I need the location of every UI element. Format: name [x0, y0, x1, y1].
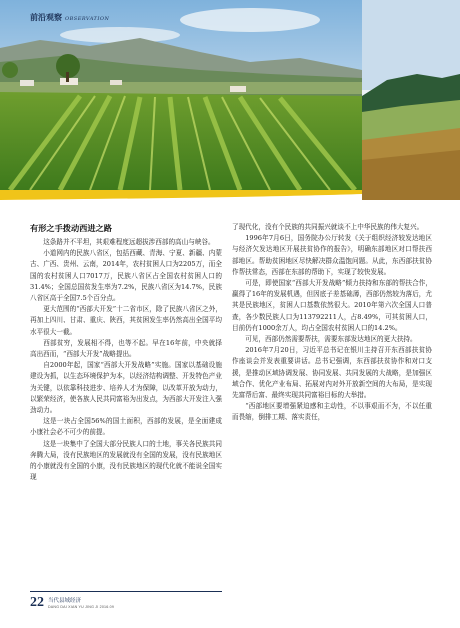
section-title-en: OBSERVATION [65, 16, 110, 22]
paragraph: “西部地区要增强紧迫感和主动性，不以事艰而不为，不以任重而畏缩，倒排工期、落实责任， [232, 402, 432, 422]
section-header [30, 12, 109, 23]
page-number: 22 [30, 595, 44, 610]
paragraph: 更大范围的“西部大开发”十二省市区，除了民族八省区之外，再加上四川、甘肃、重庆、陕西，其贫困发生率仍然高出全国平均水平很大一截。 [30, 305, 222, 336]
paragraph: 自2000年起，国家“西部大开发战略”实施。国家以基础设施建设为抓，以生态环境保护为本，以经济结构调整、开发特色产业为关键，以依靠科技进步、培养人才为保障，以改革开放为动力，以繁荣经济，使各族人民共同富裕为出发点，为西部大开发注入强劲动力。 [30, 361, 222, 415]
paragraph: 可是，即使国家“西部大开发战略”倾力扶持和东部的帮扶合作，赢得了16年的发展机遇，但因底子差基础薄，西部仍然较为落后，尤其是民族地区，贫困人口基数依然很大。2010年第六次全国人口普查，各少数民族人口为113792211人，占8.49%，可其贫困人口，目前仍有1000余万人，均占全国农村贫困人口的14.2%。 [232, 279, 432, 332]
paragraph: 小道网内的民族八省区，包括西藏、青海、宁夏、新疆、内蒙古、广西、贵州、云南，2014年，农村贫困人口为2205万，而全国的农村贫困人口7017万，民族八省区占全国农村贫困人口的31.4%；全国总国贫发生率为7.2%，民族八省区为14.7%，民族八省区高于全国7.5个百分点。 [30, 249, 222, 303]
paragraph: 了现代化，没有个民族的共同振兴就谈不上中华民族的伟大复兴。 [232, 223, 424, 231]
magazine-info [48, 598, 114, 610]
footer-divider [30, 591, 222, 592]
section-title-cn: 前沿观察 [30, 13, 62, 22]
header-photo [0, 0, 460, 200]
magazine-issue: DANG DAI XIAN YU JING JI 2016.09 [48, 605, 115, 609]
magazine-name: 当代县域经济 [48, 598, 82, 604]
paragraph: 可见，西部仍然需要帮扶，需要东部发达地区的更大扶持。 [245, 335, 417, 344]
hillside-photo [362, 0, 460, 200]
paragraph: 2016年7月20日，习近平总书记在银川主持召开东西部扶贫协作座谈会并发表重要讲话。总书记强调，东西部扶贫协作和对口支援，是推动区域协调发展、协同发展、共同发展的大战略，是加强区域合作、优化产业布局、拓展对内对外开放新空间的大布局，是实现先富帮后富、最终实现共同富裕目标的大举措。 [232, 346, 432, 400]
paragraph: 1996年7月6日，国务院办公厅转发《关于组织经济较发达地区与经济欠发达地区开展扶贫协作的报告》，明确东部地区对口帮扶西部地区。帮助贫困地区尽快解决群众温饱问题。从此，东西部扶贫协作帮扶常态，西部在东部的帮助下，实现了较快发展。 [232, 234, 432, 276]
page-footer [30, 596, 114, 610]
paragraph: 西部贫穷，发展相不得，也等不起。早在16年前，中央就择高出西而，“西部大开发”战略提出。 [30, 338, 222, 359]
paragraph: 这是一块集中了全国大部分民族人口的土地，事关各民族共同奔腾大局，没有民族地区的发展就没有全国的发展，没有民族地区的小康就没有全国的小康，没有民族地区的现代化就不能说全国实现 [30, 439, 222, 482]
decorative-band [0, 190, 460, 200]
article-section-title: 有形之手拨动西进之路 [30, 223, 112, 233]
paragraph: 这是一块占全国56%的国土面积，西部的发展，是全面建成小康社会必不可少的前提。 [30, 417, 222, 437]
right-column [232, 222, 432, 424]
farm-field-photo [0, 0, 362, 190]
paragraph: 这条路并不平坦，其艰难程度远超拔涉西部的高山与峡谷。 [43, 238, 215, 246]
left-column [30, 222, 222, 483]
